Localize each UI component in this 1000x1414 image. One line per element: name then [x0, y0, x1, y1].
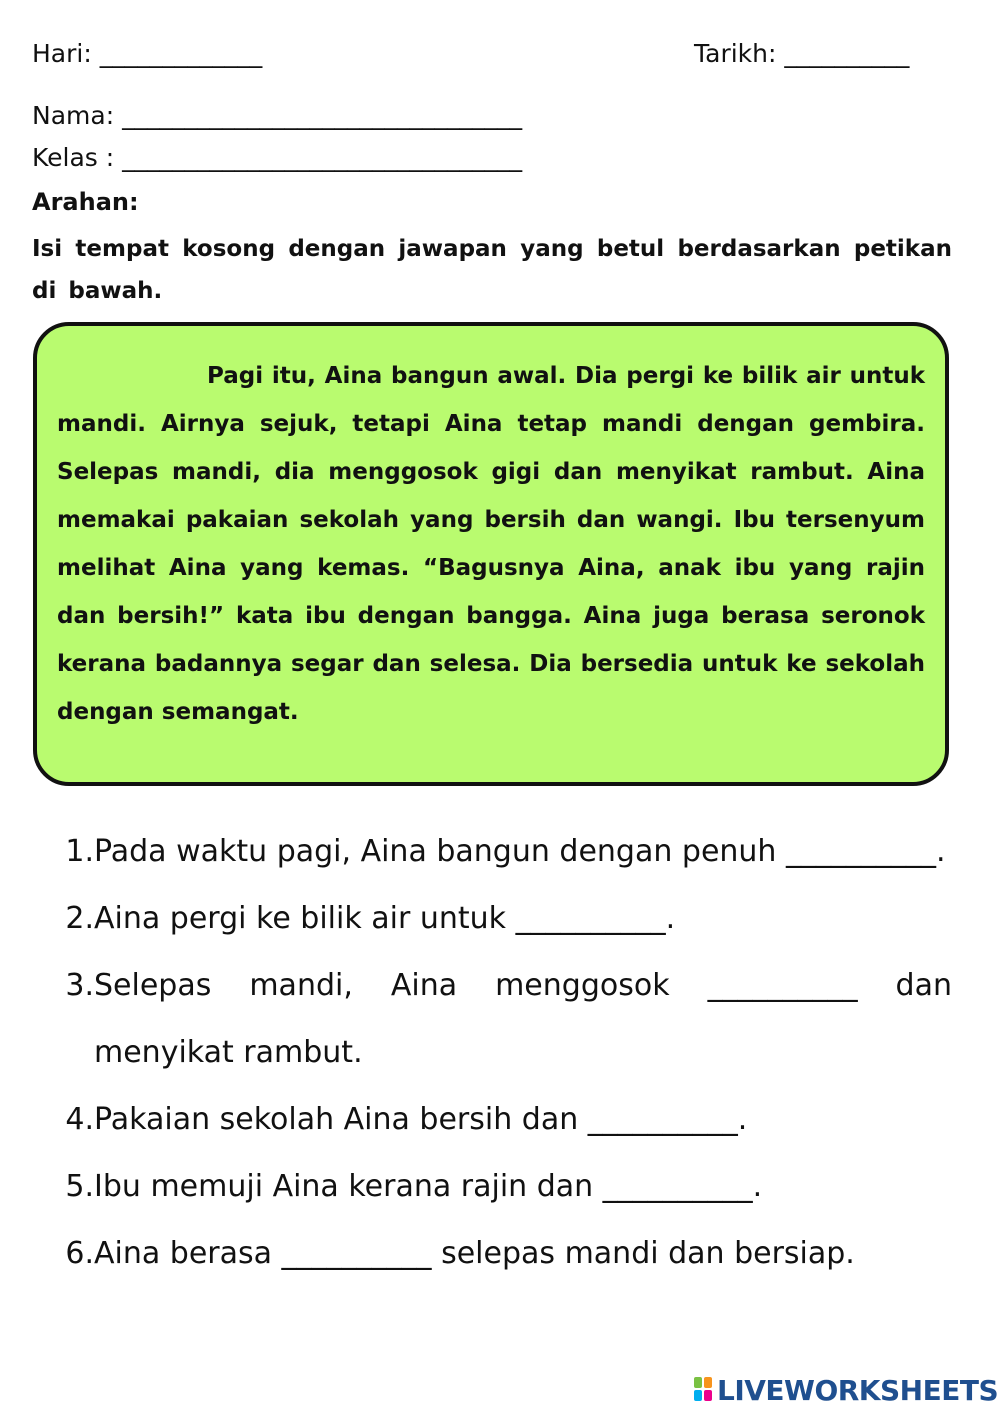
name-field: Nama: ________________________________ — [32, 101, 523, 130]
passage-box — [33, 322, 949, 786]
question-number: 3. — [65, 968, 94, 1003]
question-number: 1. — [65, 834, 94, 869]
liveworksheets-logo-icon — [694, 1377, 714, 1403]
question-item — [58, 1086, 952, 1153]
question-number: 4. — [65, 1102, 94, 1137]
day-field: Hari: _____________ — [32, 39, 263, 68]
question-item — [58, 1220, 952, 1287]
question-list — [58, 818, 952, 1287]
question-text: Pakaian sekolah Aina bersih dan __________. — [94, 1102, 748, 1137]
question-text: Aina berasa __________ selepas mandi dan bersiap. — [94, 1236, 855, 1271]
question-number: 6. — [65, 1236, 94, 1271]
question-item — [58, 818, 952, 885]
question-text: Pada waktu pagi, Aina bangun dengan penuh __________. — [94, 834, 946, 869]
liveworksheets-logo-text: LIVEWORKSHEETS — [717, 1373, 999, 1407]
passage-text: Pagi itu, Aina bangun awal. Dia pergi ke bilik air untuk mandi. Airnya sejuk, tetapi Aina tetap mandi dengan gembira. Selepas mandi, dia menggosok gigi dan menyikat rambut. Aina memakai pakaian sekolah yang bersih dan wangi. Ibu tersenyum melihat Aina yang kemas. “Bagusnya Aina, anak ibu yang rajin dan bersih!” kata ibu dengan bangga. Aina juga berasa seronok kerana badannya segar dan selesa. Dia bersedia untuk ke sekolah dengan semangat. — [57, 363, 925, 725]
question-text: Ibu memuji Aina kerana rajin dan __________. — [94, 1169, 763, 1204]
question-text: Aina pergi ke bilik air untuk __________. — [94, 901, 676, 936]
question-item — [58, 952, 952, 1086]
question-number: 2. — [65, 901, 94, 936]
instructions-text: Isi tempat kosong dengan jawapan yang betul berdasarkan petikan di bawah. — [32, 236, 952, 304]
question-text: Selepas mandi, Aina menggosok __________ dan menyikat rambut. — [94, 968, 952, 1070]
question-number: 5. — [65, 1169, 94, 1204]
liveworksheets-logo — [694, 1372, 998, 1408]
instructions-title: Arahan: — [32, 188, 139, 216]
question-item — [58, 885, 952, 952]
question-item — [58, 1153, 952, 1220]
date-field: Tarikh: __________ — [694, 39, 910, 68]
class-field: Kelas : ________________________________ — [32, 143, 523, 172]
